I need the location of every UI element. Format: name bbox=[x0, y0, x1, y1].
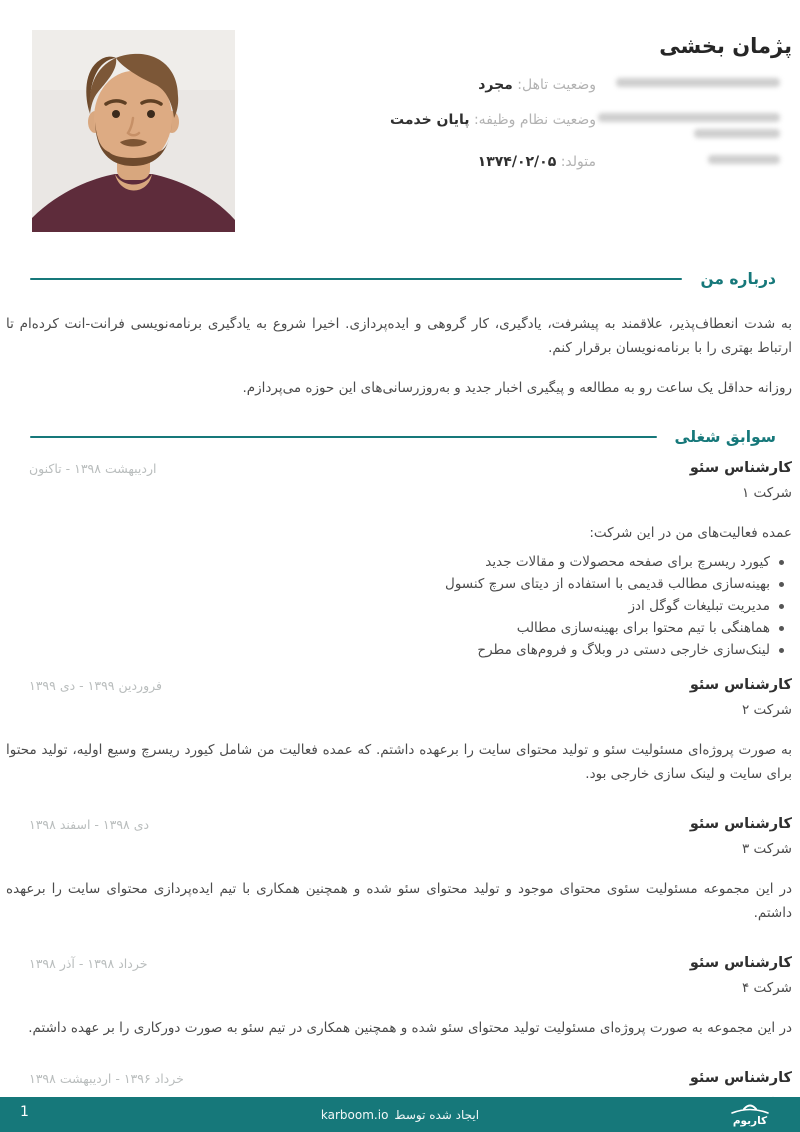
header bbox=[0, 0, 800, 232]
experience-rule bbox=[30, 436, 657, 438]
redacted-phone bbox=[708, 155, 780, 164]
entry-4-company: شرکت ۴ bbox=[741, 980, 792, 996]
redacted-address-cell bbox=[596, 109, 792, 138]
detail-row-birthdate bbox=[235, 151, 792, 173]
entry-1-bullet-2: بهینه‌سازی مطالب قدیمی با استفاده از دیتای سرچ کنسول bbox=[6, 573, 770, 595]
marital-status-value: مجرد bbox=[478, 77, 513, 93]
profile-photo bbox=[32, 30, 235, 232]
redacted-email-cell bbox=[596, 74, 792, 87]
entry-1-bullet-5: لینک‌سازی خارجی دستی در وبلاگ و فروم‌های مطرح bbox=[6, 639, 770, 661]
header-info bbox=[235, 30, 800, 232]
experience-title: سوابق شغلی bbox=[674, 428, 776, 446]
karboom-logo-icon bbox=[728, 1100, 772, 1116]
about-body bbox=[0, 312, 800, 400]
karboom-logo bbox=[724, 1100, 776, 1127]
entry-2-description: به صورت پروژه‌ای مسئولیت سئو و تولید محتوای سایت را برعهده داشتم. که عمده فعالیت من شامل کیورد ریسرچ وسیع اولیه، تولید محتوا برای سایت و لینک سازی خارجی بود. bbox=[6, 742, 792, 782]
entry-4-dates: خرداد ۱۳۹۸ - آذر ۱۳۹۸ bbox=[29, 956, 148, 971]
entry-1-intro: عمده فعالیت‌های من در این شرکت: bbox=[589, 525, 792, 541]
redacted-email bbox=[616, 78, 780, 87]
experience-entry-3 bbox=[0, 814, 800, 925]
about-section-head bbox=[0, 270, 800, 288]
section-experience bbox=[0, 428, 800, 1113]
entry-5-dates: خرداد ۱۳۹۶ - اردیبهشت ۱۳۹۸ bbox=[29, 1071, 184, 1086]
military-status-value: پایان خدمت bbox=[390, 112, 470, 128]
entry-1-bullet-3: مدیریت تبلیغات گوگل ادز bbox=[6, 595, 770, 617]
about-paragraph-2: روزانه حداقل یک ساعت رو به مطالعه و پیگیری اخبار جدید و به‌روزرسانی‌های این حوزه می‌پردازم. bbox=[242, 380, 792, 396]
birthdate bbox=[478, 151, 596, 173]
entry-3-description: در این مجموعه مسئولیت سئوی محتوای موجود و تولید محتوای سئو شده و همچنین همکاری با تیم ایده‌پردازی محتوای سایت را برعهده داشتم. bbox=[6, 881, 792, 921]
footer-bar bbox=[0, 1097, 800, 1132]
entry-1-company: شرکت ۱ bbox=[741, 485, 792, 501]
karboom-logo-text: کاربوم bbox=[732, 1115, 768, 1127]
entry-2-role: کارشناس سئو bbox=[689, 677, 792, 693]
military-status bbox=[390, 109, 596, 131]
entry-2-company: شرکت ۲ bbox=[741, 702, 792, 718]
entry-4-description: در این مجموعه به صورت پروژه‌ای مسئولیت تولید محتوای سئو شده و همچنین همکاری در تیم سئو به صورت دورکاری را بر عهده داشتم. bbox=[28, 1020, 792, 1036]
detail-row-military bbox=[235, 109, 792, 138]
footer-credit bbox=[0, 1097, 800, 1132]
entry-1-dates: اردیبهشت ۱۳۹۸ - تاکنون bbox=[29, 461, 157, 476]
entry-1-bullet-list bbox=[6, 551, 792, 661]
entry-2-dates: فروردین ۱۳۹۹ - دی ۱۳۹۹ bbox=[29, 678, 162, 693]
birthdate-value: ۱۳۷۴/۰۲/۰۵ bbox=[477, 154, 557, 170]
about-paragraph-1: به شدت انعطاف‌پذیر، علاقمند به پیشرفت، یادگیری، کار گروهی و ایده‌پردازی. اخیرا شروع به یادگیری برنامه‌نویسی فرانت-انت کرده‌ام تا ارتباط بهتری را با برنامه‌نویسان برقرار کنم. bbox=[6, 316, 792, 356]
entry-3-dates: دی ۱۳۹۸ - اسفند ۱۳۹۸ bbox=[29, 817, 150, 832]
entry-1-bullet-4: هماهنگی با تیم محتوا برای بهینه‌سازی مطالب bbox=[6, 617, 770, 639]
marital-status bbox=[478, 74, 596, 96]
entry-3-role: کارشناس سئو bbox=[689, 816, 792, 832]
experience-entry-4 bbox=[0, 953, 800, 1040]
birthdate-label: متولد: bbox=[560, 154, 596, 170]
section-about bbox=[0, 270, 800, 400]
marital-status-label: وضعیت تاهل: bbox=[517, 77, 596, 93]
redacted-address-line-2 bbox=[694, 129, 780, 138]
redacted-address-line-1 bbox=[598, 113, 780, 122]
about-rule bbox=[30, 278, 682, 280]
page-number: 1 bbox=[20, 1104, 29, 1120]
experience-section-head bbox=[0, 428, 800, 446]
footer-credit-text: ایجاد شده توسط bbox=[394, 1107, 480, 1122]
military-status-label: وضعیت نظام وظیفه: bbox=[473, 112, 596, 128]
entry-5-role: کارشناس سئو bbox=[689, 1070, 792, 1086]
profile-photo-illustration bbox=[32, 30, 235, 232]
footer-credit-link[interactable]: karboom.io bbox=[320, 1107, 389, 1122]
person-name: پژمان بخشی bbox=[659, 34, 792, 58]
experience-entry-2 bbox=[0, 675, 800, 786]
redacted-phone-cell bbox=[596, 151, 792, 164]
entry-4-role: کارشناس سئو bbox=[689, 955, 792, 971]
about-title: درباره من bbox=[700, 270, 776, 288]
experience-entry-1 bbox=[0, 458, 800, 661]
entry-1-role: کارشناس سئو bbox=[689, 460, 792, 476]
detail-row-marital bbox=[235, 74, 792, 96]
entry-1-bullet-1: کیورد ریسرچ برای صفحه محصولات و مقالات جدید bbox=[6, 551, 770, 573]
entry-3-company: شرکت ۳ bbox=[741, 841, 792, 857]
